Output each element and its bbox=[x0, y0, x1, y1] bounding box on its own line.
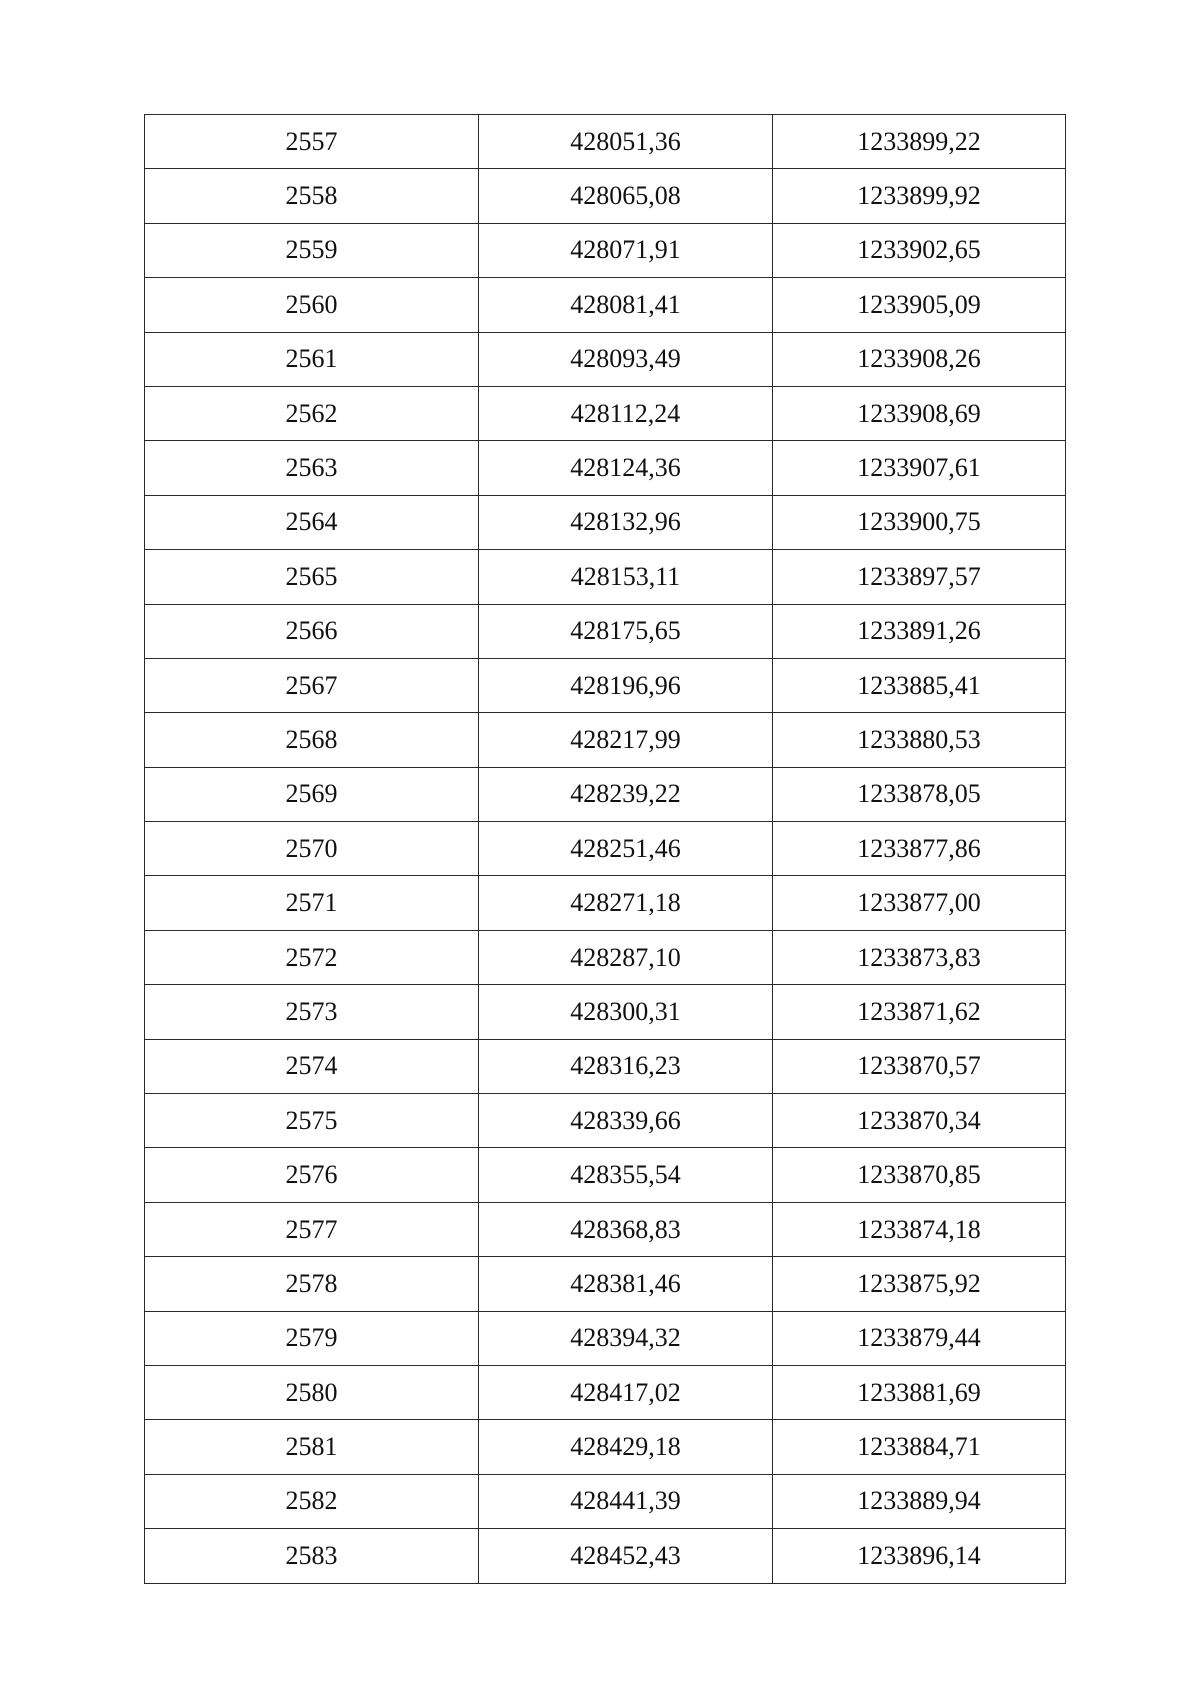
x-coordinate-cell: 428081,41 bbox=[479, 278, 773, 332]
x-coordinate-cell: 428051,36 bbox=[479, 115, 773, 169]
x-coordinate-cell: 428381,46 bbox=[479, 1257, 773, 1311]
y-coordinate-cell: 1233874,18 bbox=[773, 1202, 1066, 1256]
table-row bbox=[145, 604, 1066, 658]
table-row bbox=[145, 1202, 1066, 1256]
x-coordinate-cell: 428452,43 bbox=[479, 1529, 773, 1583]
point-number-cell: 2563 bbox=[145, 441, 479, 495]
point-number-cell: 2580 bbox=[145, 1365, 479, 1419]
table-row bbox=[145, 767, 1066, 821]
y-coordinate-cell: 1233878,05 bbox=[773, 767, 1066, 821]
x-coordinate-cell: 428339,66 bbox=[479, 1094, 773, 1148]
coordinates-table bbox=[144, 114, 1066, 1584]
x-coordinate-cell: 428368,83 bbox=[479, 1202, 773, 1256]
x-coordinate-cell: 428355,54 bbox=[479, 1148, 773, 1202]
table-row bbox=[145, 495, 1066, 549]
y-coordinate-cell: 1233899,92 bbox=[773, 169, 1066, 223]
table-row bbox=[145, 1257, 1066, 1311]
point-number-cell: 2569 bbox=[145, 767, 479, 821]
point-number-cell: 2579 bbox=[145, 1311, 479, 1365]
point-number-cell: 2560 bbox=[145, 278, 479, 332]
y-coordinate-cell: 1233870,34 bbox=[773, 1094, 1066, 1148]
y-coordinate-cell: 1233896,14 bbox=[773, 1529, 1066, 1583]
y-coordinate-cell: 1233907,61 bbox=[773, 441, 1066, 495]
table-row bbox=[145, 985, 1066, 1039]
point-number-cell: 2566 bbox=[145, 604, 479, 658]
point-number-cell: 2583 bbox=[145, 1529, 479, 1583]
x-coordinate-cell: 428175,65 bbox=[479, 604, 773, 658]
y-coordinate-cell: 1233891,26 bbox=[773, 604, 1066, 658]
x-coordinate-cell: 428287,10 bbox=[479, 930, 773, 984]
point-number-cell: 2577 bbox=[145, 1202, 479, 1256]
y-coordinate-cell: 1233881,69 bbox=[773, 1365, 1066, 1419]
table-row bbox=[145, 1420, 1066, 1474]
x-coordinate-cell: 428217,99 bbox=[479, 713, 773, 767]
y-coordinate-cell: 1233897,57 bbox=[773, 550, 1066, 604]
point-number-cell: 2581 bbox=[145, 1420, 479, 1474]
x-coordinate-cell: 428251,46 bbox=[479, 822, 773, 876]
x-coordinate-cell: 428417,02 bbox=[479, 1365, 773, 1419]
x-coordinate-cell: 428196,96 bbox=[479, 658, 773, 712]
x-coordinate-cell: 428112,24 bbox=[479, 386, 773, 440]
point-number-cell: 2582 bbox=[145, 1474, 479, 1528]
table-row bbox=[145, 1311, 1066, 1365]
y-coordinate-cell: 1233905,09 bbox=[773, 278, 1066, 332]
y-coordinate-cell: 1233908,69 bbox=[773, 386, 1066, 440]
table-row bbox=[145, 658, 1066, 712]
table-row bbox=[145, 1529, 1066, 1583]
x-coordinate-cell: 428239,22 bbox=[479, 767, 773, 821]
table-row bbox=[145, 386, 1066, 440]
point-number-cell: 2561 bbox=[145, 332, 479, 386]
x-coordinate-cell: 428394,32 bbox=[479, 1311, 773, 1365]
x-coordinate-cell: 428316,23 bbox=[479, 1039, 773, 1093]
table-row bbox=[145, 278, 1066, 332]
y-coordinate-cell: 1233877,86 bbox=[773, 822, 1066, 876]
point-number-cell: 2557 bbox=[145, 115, 479, 169]
table-row bbox=[145, 822, 1066, 876]
point-number-cell: 2564 bbox=[145, 495, 479, 549]
y-coordinate-cell: 1233900,75 bbox=[773, 495, 1066, 549]
y-coordinate-cell: 1233885,41 bbox=[773, 658, 1066, 712]
y-coordinate-cell: 1233870,57 bbox=[773, 1039, 1066, 1093]
x-coordinate-cell: 428065,08 bbox=[479, 169, 773, 223]
table-row bbox=[145, 169, 1066, 223]
point-number-cell: 2574 bbox=[145, 1039, 479, 1093]
table-row bbox=[145, 441, 1066, 495]
point-number-cell: 2558 bbox=[145, 169, 479, 223]
x-coordinate-cell: 428271,18 bbox=[479, 876, 773, 930]
point-number-cell: 2570 bbox=[145, 822, 479, 876]
y-coordinate-cell: 1233875,92 bbox=[773, 1257, 1066, 1311]
table-row bbox=[145, 1039, 1066, 1093]
y-coordinate-cell: 1233908,26 bbox=[773, 332, 1066, 386]
table-row bbox=[145, 115, 1066, 169]
x-coordinate-cell: 428132,96 bbox=[479, 495, 773, 549]
point-number-cell: 2567 bbox=[145, 658, 479, 712]
x-coordinate-cell: 428124,36 bbox=[479, 441, 773, 495]
point-number-cell: 2575 bbox=[145, 1094, 479, 1148]
point-number-cell: 2576 bbox=[145, 1148, 479, 1202]
y-coordinate-cell: 1233871,62 bbox=[773, 985, 1066, 1039]
y-coordinate-cell: 1233902,65 bbox=[773, 223, 1066, 277]
table-row bbox=[145, 876, 1066, 930]
table-row bbox=[145, 713, 1066, 767]
table-row bbox=[145, 1094, 1066, 1148]
point-number-cell: 2568 bbox=[145, 713, 479, 767]
y-coordinate-cell: 1233877,00 bbox=[773, 876, 1066, 930]
point-number-cell: 2562 bbox=[145, 386, 479, 440]
y-coordinate-cell: 1233870,85 bbox=[773, 1148, 1066, 1202]
x-coordinate-cell: 428153,11 bbox=[479, 550, 773, 604]
point-number-cell: 2573 bbox=[145, 985, 479, 1039]
y-coordinate-cell: 1233879,44 bbox=[773, 1311, 1066, 1365]
x-coordinate-cell: 428093,49 bbox=[479, 332, 773, 386]
y-coordinate-cell: 1233884,71 bbox=[773, 1420, 1066, 1474]
x-coordinate-cell: 428429,18 bbox=[479, 1420, 773, 1474]
table-row bbox=[145, 223, 1066, 277]
point-number-cell: 2578 bbox=[145, 1257, 479, 1311]
y-coordinate-cell: 1233889,94 bbox=[773, 1474, 1066, 1528]
point-number-cell: 2571 bbox=[145, 876, 479, 930]
point-number-cell: 2565 bbox=[145, 550, 479, 604]
point-number-cell: 2572 bbox=[145, 930, 479, 984]
table-row bbox=[145, 1474, 1066, 1528]
table-row bbox=[145, 930, 1066, 984]
y-coordinate-cell: 1233880,53 bbox=[773, 713, 1066, 767]
coordinates-table-body bbox=[145, 115, 1066, 1584]
x-coordinate-cell: 428071,91 bbox=[479, 223, 773, 277]
table-row bbox=[145, 1365, 1066, 1419]
x-coordinate-cell: 428300,31 bbox=[479, 985, 773, 1039]
x-coordinate-cell: 428441,39 bbox=[479, 1474, 773, 1528]
y-coordinate-cell: 1233899,22 bbox=[773, 115, 1066, 169]
y-coordinate-cell: 1233873,83 bbox=[773, 930, 1066, 984]
table-row bbox=[145, 332, 1066, 386]
table-row bbox=[145, 1148, 1066, 1202]
point-number-cell: 2559 bbox=[145, 223, 479, 277]
table-row bbox=[145, 550, 1066, 604]
